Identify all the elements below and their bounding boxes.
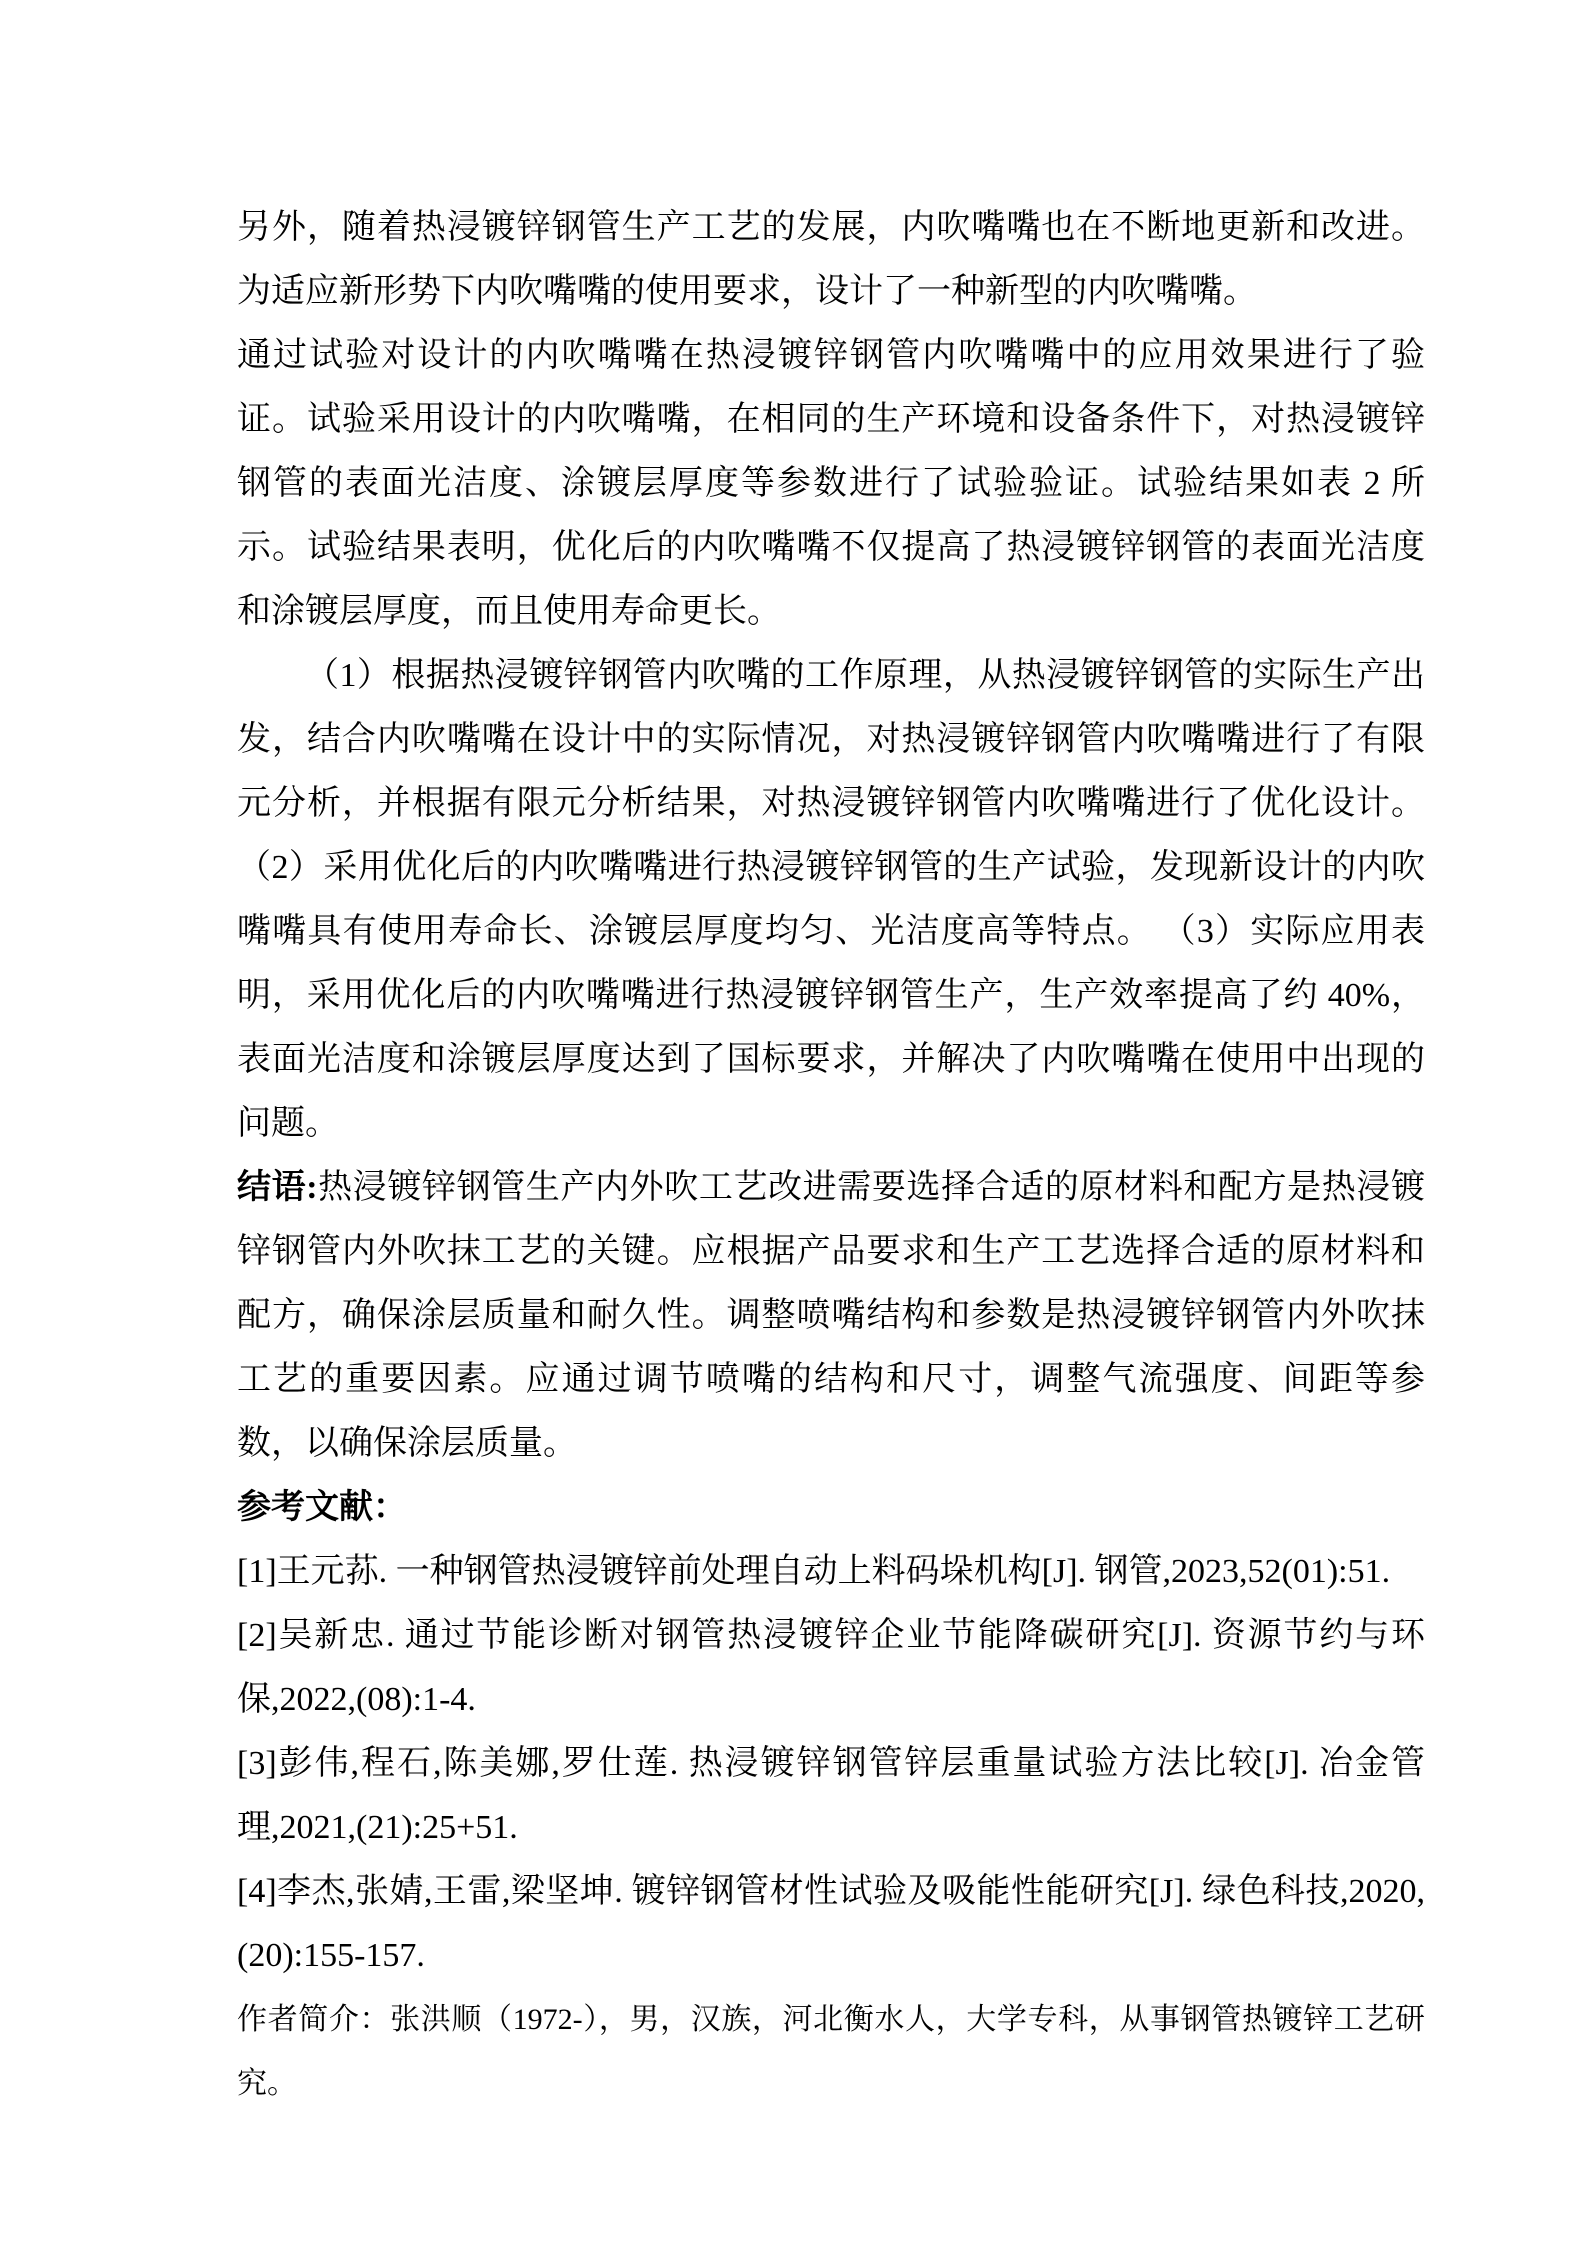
conclusion-text: 热浸镀锌钢管生产内外吹工艺改进需要选择合适的原材料和配方是热浸镀锌钢管内外吹抹工艺的关键。应根据产品要求和生产工艺选择合适的原材料和配方，确保涂层质量和耐久性。调整喷嘴结构和参数是热浸镀锌钢管内外吹抹工艺的重要因素。应通过调节喷嘴的结构和尺寸，调整气流强度、间距等参数，以确保涂层质量。 (237, 1169, 1426, 1462)
reference-item-2: [2]吴新忠. 通过节能诊断对钢管热浸镀锌企业节能降碳研究[J]. 资源节约与环保,2022,(08):1-4. (237, 1617, 1425, 1718)
references-heading: 参考文献： (237, 1489, 407, 1526)
conclusion-label: 结语: (237, 1169, 318, 1206)
paragraph-intro: 另外，随着热浸镀锌钢管生产工艺的发展，内吹嘴嘴也在不断地更新和改进。为适应新形势下内吹嘴嘴的使用要求，设计了一种新型的内吹嘴嘴。 (237, 209, 1425, 310)
reference-item-3: [3]彭伟,程石,陈美娜,罗仕莲. 热浸镀锌钢管锌层重量试验方法比较[J]. 冶金管理,2021,(21):25+51. (237, 1745, 1425, 1846)
reference-item-1: [1]王元荪. 一种钢管热浸镀锌前处理自动上料码垛机构[J]. 钢管,2023,52(01):51. (237, 1553, 1391, 1590)
paragraph-summary-points: （1）根据热浸镀锌钢管内吹嘴的工作原理，从热浸镀锌钢管的实际生产出发，结合内吹嘴嘴在设计中的实际情况，对热浸镀锌钢管内吹嘴嘴进行了有限元分析，并根据有限元分析结果，对热浸镀锌钢管内吹嘴嘴进行了优化设计。（2）采用优化后的内吹嘴嘴进行热浸镀锌钢管的生产试验，发现新设计的内吹嘴嘴具有使用寿命长、涂镀层厚度均匀、光洁度高等特点。 （3）实际应用表明，采用优化后的内吹嘴嘴进行热浸镀锌钢管生产，生产效率提高了约 40%，表面光洁度和涂镀层厚度达到了国标要求，并解决了内吹嘴嘴在使用中出现的问题。 (237, 657, 1425, 1142)
paragraph-validation: 通过试验对设计的内吹嘴嘴在热浸镀锌钢管内吹嘴嘴中的应用效果进行了验证。试验采用设计的内吹嘴嘴，在相同的生产环境和设备条件下，对热浸镀锌钢管的表面光洁度、涂镀层厚度等参数进行了试验验证。试验结果如表 2 所示。试验结果表明，优化后的内吹嘴嘴不仅提高了热浸镀锌钢管的表面光洁度和涂镀层厚度，而且使用寿命更长。 (237, 337, 1425, 630)
reference-item-4: [4]李杰,张婧,王雷,梁坚坤. 镀锌钢管材性试验及吸能性能研究[J]. 绿色科技,2020,(20):155-157. (237, 1873, 1425, 1974)
author-note: 作者简介：张洪顺（1972-），男，汉族，河北衡水人，大学专科，从事钢管热镀锌工艺研究。 (237, 2003, 1425, 2100)
paragraph-conclusion (237, 1156, 1425, 1476)
